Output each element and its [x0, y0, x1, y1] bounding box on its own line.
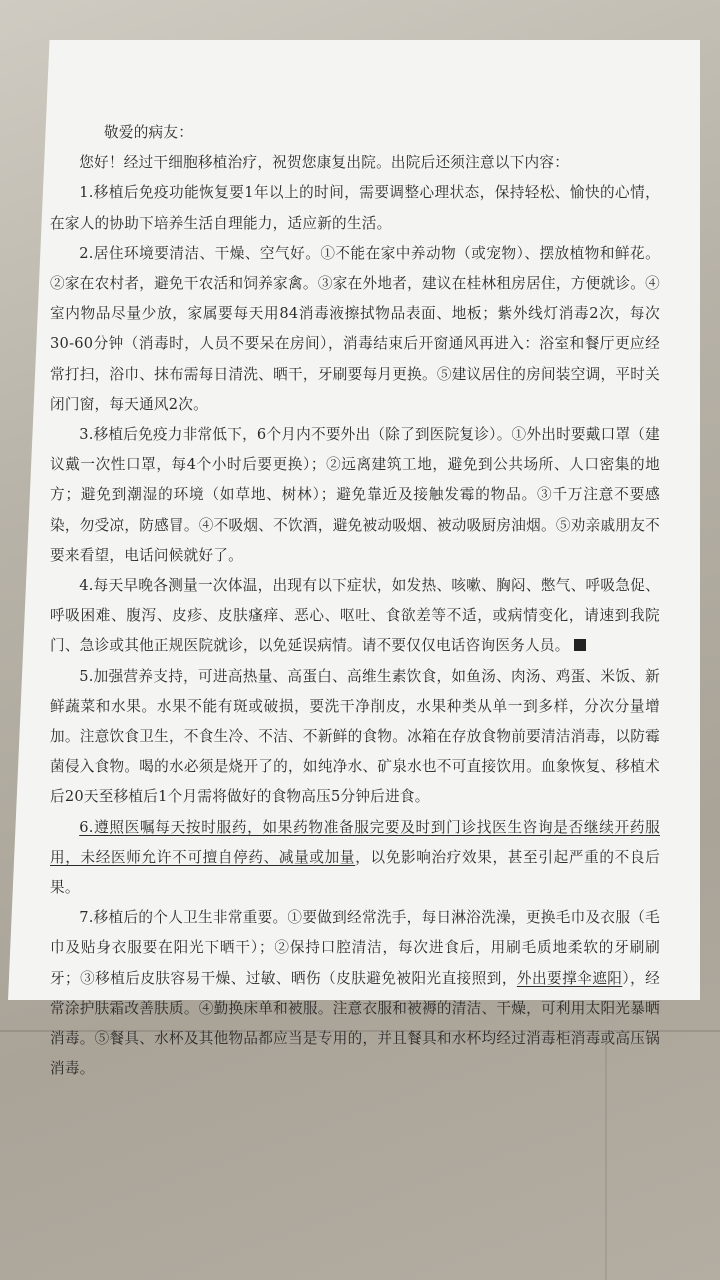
- item-1: 1.移植后免疫功能恢复要1年以上的时间，需要调整心理状态，保持轻松、愉快的心情，在家人的协助下培养生活自理能力，适应新的生活。: [50, 184, 660, 232]
- item-4: [50, 571, 660, 662]
- item-7-before: 7.移植后的个人卫生非常重要。①要做到经常洗手，每日淋浴洗澡，更换毛巾及衣服（毛巾及贴身衣服要在阳光下晒干）；②保持口腔清洁，每次进食后，用刷毛质地柔软的牙刷刷牙；③移植后皮肤容易干燥、过敏、晒伤（皮肤避免被阳光直接照到，: [50, 909, 660, 987]
- item-2: 2.居住环境要清洁、干燥、空气好。①不能在家中养动物（或宠物）、摆放植物和鲜花。②家在农村者，避免干农活和饲养家禽。③家在外地者，建议在桂林租房居住，方便就诊。④室内物品尽量少放，家属要每天用84消毒液擦拭物品表面、地板；紫外线灯消毒2次，每次30-60分钟（消毒时，人员不要呆在房间），消毒结束后开窗通风再进入：浴室和餐厅更应经常打扫，浴巾、抹布需每日清洗、晒干，牙刷要每月更换。⑤建议居住的房间装空调，平时关闭门窗，每天通风2次。: [50, 244, 660, 413]
- item-6: [50, 813, 660, 904]
- item-6-underlined: 6.遵照医嘱每天按时服药，如果药物准备服完要及时到门诊找医生咨询是否继续开药服用，未经医师允许不可擅自停药、减量或加量: [50, 818, 660, 866]
- item-5: 5.加强营养支持，可进高热量、高蛋白、高维生素饮食，如鱼汤、肉汤、鸡蛋、米饭、新鲜蔬菜和水果。水果不能有斑或破损，要洗干净削皮，水果种类从单一到多样，分次分量增加。注意饮食卫生，不食生冷、不洁、不新鲜的食物。冰箱在存放食物前要清洁消毒，以防霉菌侵入食物。喝的水必须是烧开了的，如纯净水、矿泉水也不可直接饮用。血象恢复、移植术后20天至移植后1个月需将做好的食物高压5分钟后进食。: [50, 667, 660, 806]
- item-7-underlined: 外出要撑伞遮阳: [516, 969, 623, 987]
- item-6-rest: ，以免影响治疗效果，甚至引起严重的不良后果。: [50, 848, 660, 897]
- item-3: 3.移植后免疫力非常低下，6个月内不要外出（除了到医院复诊）。①外出时要戴口罩（建议戴一次性口罩，每4个小时后要更换）；②远离建筑工地，避免到公共场所、人口密集的地方；避免到潮湿的环境（如草地、树林）；避免靠近及接触发霉的物品。③千万注意不要感染，勿受凉，防感冒。④不吸烟、不饮酒，避免被动吸烟、被动吸厨房油烟。⑤劝亲戚朋友不要来看望，电话问候就好了。: [50, 426, 660, 564]
- document-body: [50, 118, 660, 1085]
- redaction-mark: [574, 639, 586, 651]
- item-7: [50, 903, 660, 1084]
- item-7-after: ），经常涂护肤霜改善肤质。④勤换床单和被服。注意衣服和被褥的清洁、干燥，可利用太阳光暴晒消毒。⑤餐具、水杯及其他物品都应当是专用的，并且餐具和水杯均经过消毒柜消毒或高压锅消毒。: [50, 969, 660, 1078]
- intro-paragraph: 您好！经过干细胞移植治疗，祝贺您康复出院。出院后还须注意以下内容：: [79, 154, 570, 172]
- salutation: 敬爱的病友：: [104, 124, 194, 141]
- item-4-text: 4.每天早晚各测量一次体温，出现有以下症状，如发热、咳嗽、胸闷、憋气、呼吸急促、呼吸困难、腹泻、皮疹、皮肤瘙痒、恶心、呕吐、食欲差等不适，或病情变化，请速到我院门、急诊或其他正规医院就诊，以免延误病情。请不要仅仅电话咨询医务人员。: [50, 577, 660, 655]
